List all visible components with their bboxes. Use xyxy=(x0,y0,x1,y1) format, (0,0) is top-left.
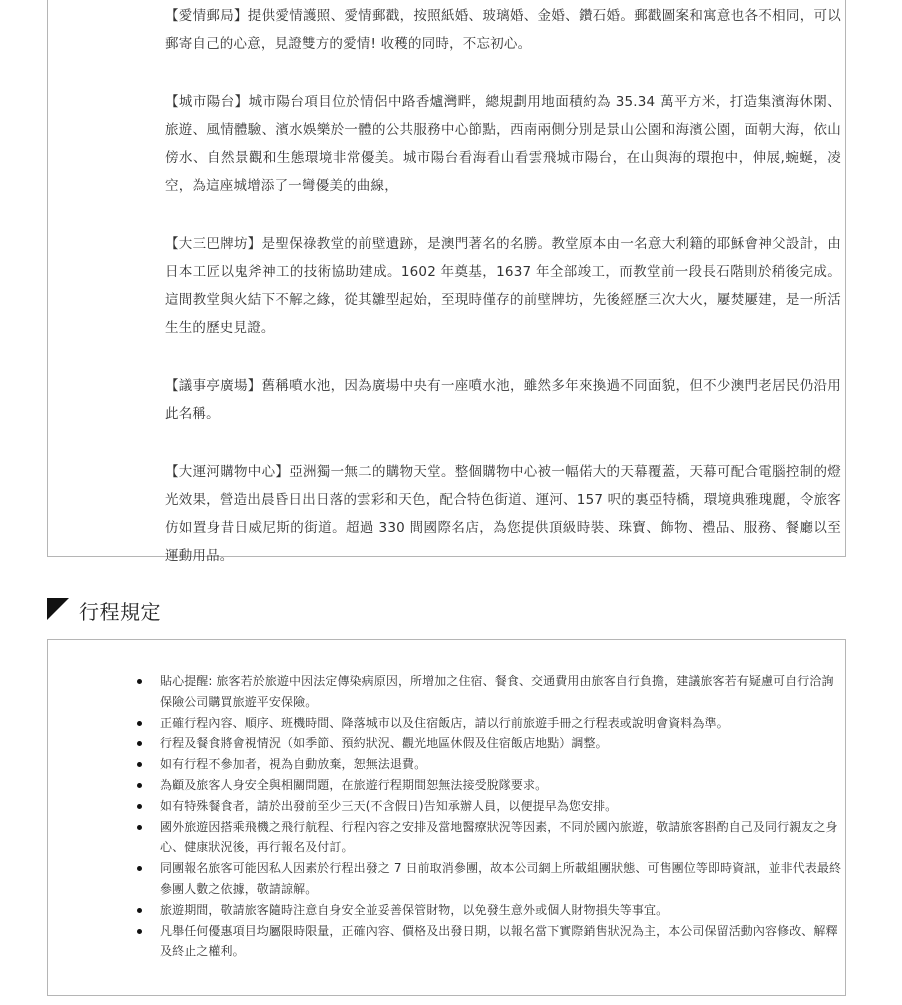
attraction-description: 城市陽台項目位於情侶中路香爐灣畔，總規劃用地面積約為 35.34 萬平方米，打造集濱海休閑、旅遊、風情體驗、濱水娛樂於一體的公共服務中心節點，西南兩側分別是景山公園和海濱公園，面朝大海，依山傍水、自然景觀和生態環境非常優美。城市陽台看海看山看雲飛城市陽台，在山與海的環抱中，伸展,蜿蜒，凌空，為這座城增添了一彎優美的曲線， xyxy=(165,94,841,194)
attraction-name: 【議事亭廣場】 xyxy=(165,378,262,394)
rule-item xyxy=(160,858,843,900)
attraction-name: 【大三巴牌坊】 xyxy=(165,236,262,252)
attraction-name: 【大運河購物中心】 xyxy=(165,464,290,480)
rule-item xyxy=(160,754,843,775)
attraction-description: 舊稱噴水池，因為廣場中央有一座噴水池，雖然多年來換過不同面貌，但不少澳門老居民仍沿用此名稱。 xyxy=(165,378,841,422)
bullet-icon xyxy=(137,908,142,913)
rules-list xyxy=(160,671,843,962)
attraction-name: 【城市陽台】 xyxy=(165,94,249,110)
bullet-icon xyxy=(137,783,142,788)
rule-text: 同團報名旅客可能因私人因素於行程出發之 7 日前取消參團，故本公司網上所載組團狀態、可售團位等即時資訊，並非代表最終參團人數之依據，敬請諒解。 xyxy=(160,861,842,896)
rules-box xyxy=(47,639,846,996)
bullet-icon xyxy=(137,741,142,746)
rule-text: 國外旅遊因搭乘飛機之飛行航程、行程內容之安排及當地醫療狀況等因素，不同於國內旅遊，敬請旅客斟酌自己及同行親友之身心、健康狀況後，再行報名及付訂。 xyxy=(160,819,838,855)
rule-text: 凡舉任何優惠項目均屬限時限量，正確內容、價格及出發日期，以報名當下實際銷售狀況為主，本公司保留活動內容修改、解釋及終止之權利。 xyxy=(160,923,838,959)
rule-text: 旅遊期間，敬請旅客隨時注意自身安全並妥善保管財物，以免發生意外或個人財物損失等事宜。 xyxy=(160,902,669,917)
rule-item xyxy=(160,796,843,817)
rule-item xyxy=(160,921,843,963)
rule-item xyxy=(160,671,843,713)
bullet-icon xyxy=(137,804,142,809)
rule-text: 貼心提醒: 旅客若於旅遊中因法定傳染病原因，所增加之住宿、餐食、交通費用由旅客自行負擔，建議旅客若有疑慮可自行洽詢保險公司購買旅遊平安保險。 xyxy=(160,674,834,709)
bullet-icon xyxy=(137,721,142,726)
rule-item xyxy=(160,713,843,734)
rule-item xyxy=(160,817,843,859)
rule-text: 如有行程不參加者，視為自動放棄，恕無法退費。 xyxy=(160,757,427,772)
section-title: 行程規定 xyxy=(79,599,161,624)
rule-text: 如有特殊餐食者，請於出發前至少三天(不含假日)告知承辦人員，以便提早為您安排。 xyxy=(160,798,618,813)
rule-text: 為顧及旅客人身安全與相關問題，在旅遊行程期間恕無法接受脫隊要求。 xyxy=(160,777,548,792)
attraction-ruins-of-st-paul xyxy=(165,230,841,342)
attraction-senado-square xyxy=(165,372,841,428)
bullet-icon xyxy=(137,762,142,767)
attractions-box xyxy=(47,0,846,564)
attraction-description: 提供愛情護照、愛情郵戳，按照紙婚、玻璃婚、金婚、鑽石婚。郵戳圖案和寓意也各不相同，可以郵寄自己的心意，見證雙方的愛情! 收穫的同時，不忘初心。 xyxy=(165,8,841,52)
rule-item xyxy=(160,900,843,921)
attraction-grand-canal-shoppes xyxy=(165,458,841,570)
attraction-description: 亞洲獨一無二的購物天堂。整個購物中心被一幅偌大的天幕覆蓋，天幕可配合電腦控制的燈光效果，營造出晨昏日出日落的雲彩和天色，配合特色街道、運河、157 呎的裏亞特橋，環境典雅瑰麗，令旅客仿如置身昔日威尼斯的街道。超過 330 間國際名店，為您提供頂級時裝、珠寶、飾物、禮品、服務、餐廳以至運動用品。 xyxy=(165,464,841,564)
rule-item xyxy=(160,733,843,754)
rule-text: 行程及餐食將會視情況（如季節、預約狀況、觀光地區休假及住宿飯店地點）調整。 xyxy=(160,736,608,751)
attraction-name: 【愛情郵局】 xyxy=(165,8,248,24)
bullet-icon xyxy=(137,679,142,684)
rule-text: 正確行程內容、順序、班機時間、降落城市以及住宿飯店，請以行前旅遊手冊之行程表或說明會資料為準。 xyxy=(160,715,729,730)
triangle-icon xyxy=(47,598,69,620)
attraction-love-post-office xyxy=(165,2,841,58)
attraction-city-balcony xyxy=(165,88,841,200)
bullet-icon xyxy=(137,866,142,871)
rule-item xyxy=(160,775,843,796)
attractions-list xyxy=(165,2,841,600)
attraction-description: 是聖保祿教堂的前壁遺跡，是澳門著名的名勝。教堂原本由一名意大利籍的耶穌會神父設計，由日本工匠以鬼斧神工的技術協助建成。1602 年奠基，1637 年全部竣工，而教堂前一段長石階則於稍後完成。這間教堂與火結下不解之緣，從其雛型起始，至現時僅存的前壁牌坊，先後經歷三次大火，屢焚屢建，是一所活生生的歷史見證。 xyxy=(165,236,841,336)
bullet-icon xyxy=(137,825,142,830)
bullet-icon xyxy=(137,929,142,934)
section-header-itinerary-rules xyxy=(47,593,161,627)
